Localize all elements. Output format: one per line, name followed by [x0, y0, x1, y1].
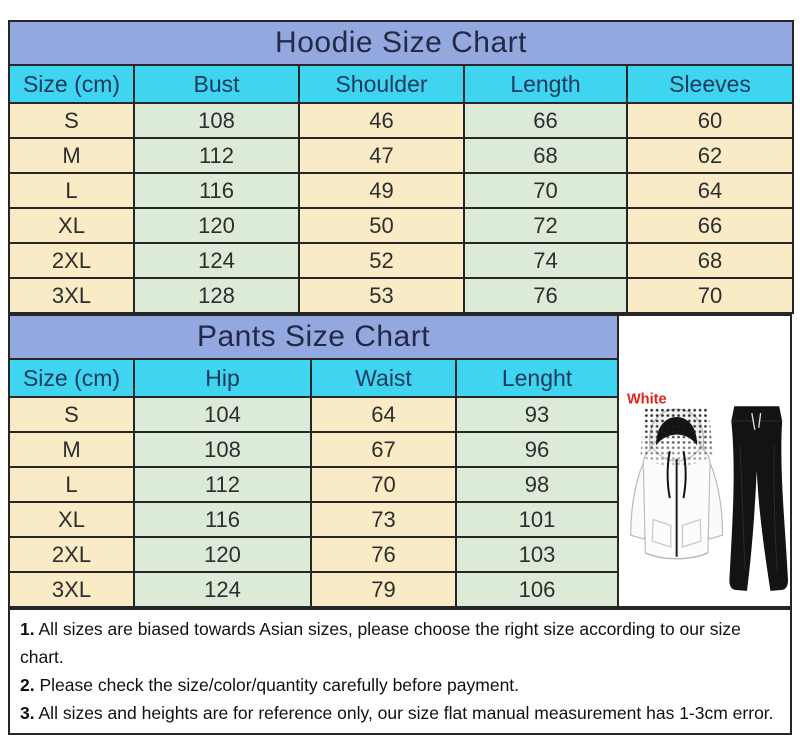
product-photo-area: [619, 314, 792, 608]
bust-cell: 108: [134, 103, 299, 138]
length-cell: 70: [464, 173, 627, 208]
length-cell: 72: [464, 208, 627, 243]
column-header-sleeves: Sleeves: [627, 65, 793, 103]
size-cell: 2XL: [9, 537, 134, 572]
pants-header-row: [9, 359, 618, 397]
waist-cell: 73: [311, 502, 456, 537]
bust-cell: 116: [134, 173, 299, 208]
table-row: [9, 397, 618, 432]
column-header-waist: Waist: [311, 359, 456, 397]
hoodie-size-table: [8, 20, 794, 314]
waist-cell: 76: [311, 537, 456, 572]
lenght-cell: 106: [456, 572, 618, 607]
bust-cell: 128: [134, 278, 299, 313]
sleeves-cell: 64: [627, 173, 793, 208]
size-cell: 3XL: [9, 278, 134, 313]
table-row: [9, 278, 793, 313]
hoodie-icon: [631, 408, 723, 558]
column-header-length: Length: [464, 65, 627, 103]
table-row: [9, 243, 793, 278]
footnotes: [8, 608, 792, 735]
pants-and-product-band: [8, 314, 792, 608]
lenght-cell: 103: [456, 537, 618, 572]
shoulder-cell: 46: [299, 103, 464, 138]
shoulder-cell: 53: [299, 278, 464, 313]
hoodie-table-title: Hoodie Size Chart: [9, 21, 793, 65]
note-line: [20, 699, 780, 727]
note-line: [20, 615, 780, 671]
note-number: 3.: [20, 703, 35, 723]
bust-cell: 124: [134, 243, 299, 278]
table-row: [9, 103, 793, 138]
hip-cell: 124: [134, 572, 311, 607]
size-cell: 3XL: [9, 572, 134, 607]
column-header-bust: Bust: [134, 65, 299, 103]
length-cell: 74: [464, 243, 627, 278]
note-text: Please check the size/color/quantity carefully before payment.: [34, 675, 520, 695]
table-row: [9, 432, 618, 467]
lenght-cell: 101: [456, 502, 618, 537]
waist-cell: 67: [311, 432, 456, 467]
size-cell: L: [9, 467, 134, 502]
sleeves-cell: 70: [627, 278, 793, 313]
hip-cell: 120: [134, 537, 311, 572]
table-row: [9, 173, 793, 208]
sleeves-cell: 68: [627, 243, 793, 278]
lenght-cell: 93: [456, 397, 618, 432]
note-number: 1.: [20, 619, 35, 639]
length-cell: 68: [464, 138, 627, 173]
sleeves-cell: 62: [627, 138, 793, 173]
shoulder-cell: 52: [299, 243, 464, 278]
hip-cell: 108: [134, 432, 311, 467]
table-row: [9, 537, 618, 572]
size-cell: M: [9, 138, 134, 173]
hip-cell: 112: [134, 467, 311, 502]
pants-table-title: Pants Size Chart: [9, 315, 618, 359]
hip-cell: 104: [134, 397, 311, 432]
column-header-hip: Hip: [134, 359, 311, 397]
sleeves-cell: 60: [627, 103, 793, 138]
length-cell: 66: [464, 103, 627, 138]
lenght-cell: 96: [456, 432, 618, 467]
hip-cell: 116: [134, 502, 311, 537]
column-header-size: Size (cm): [9, 359, 134, 397]
shoulder-cell: 47: [299, 138, 464, 173]
table-row: [9, 572, 618, 607]
size-cell: L: [9, 173, 134, 208]
hoodie-title-row: [9, 21, 793, 65]
pants-size-table: [8, 314, 619, 608]
size-cell: S: [9, 397, 134, 432]
note-text: All sizes are biased towards Asian sizes, please choose the right size according to our size chart.: [20, 619, 741, 667]
pants-title-row: [9, 315, 618, 359]
lenght-cell: 98: [456, 467, 618, 502]
size-cell: XL: [9, 502, 134, 537]
bust-cell: 120: [134, 208, 299, 243]
column-header-size: Size (cm): [9, 65, 134, 103]
table-row: [9, 467, 618, 502]
length-cell: 76: [464, 278, 627, 313]
color-label: White: [626, 391, 667, 408]
table-row: [9, 138, 793, 173]
bust-cell: 112: [134, 138, 299, 173]
table-row: [9, 208, 793, 243]
column-header-shoulder: Shoulder: [299, 65, 464, 103]
note-text: All sizes and heights are for reference only, our size flat manual measurement has 1-3cm error.: [34, 703, 774, 723]
tracksuit-product-photo: [619, 316, 790, 606]
size-cell: M: [9, 432, 134, 467]
shoulder-cell: 50: [299, 208, 464, 243]
hoodie-header-row: [9, 65, 793, 103]
size-cell: 2XL: [9, 243, 134, 278]
size-cell: XL: [9, 208, 134, 243]
pants-icon: [729, 406, 788, 591]
size-chart-graphic: [8, 20, 792, 735]
waist-cell: 70: [311, 467, 456, 502]
size-cell: S: [9, 103, 134, 138]
waist-cell: 79: [311, 572, 456, 607]
column-header-lenght: Lenght: [456, 359, 618, 397]
note-line: [20, 671, 780, 699]
note-number: 2.: [20, 675, 35, 695]
sleeves-cell: 66: [627, 208, 793, 243]
table-row: [9, 502, 618, 537]
waist-cell: 64: [311, 397, 456, 432]
shoulder-cell: 49: [299, 173, 464, 208]
